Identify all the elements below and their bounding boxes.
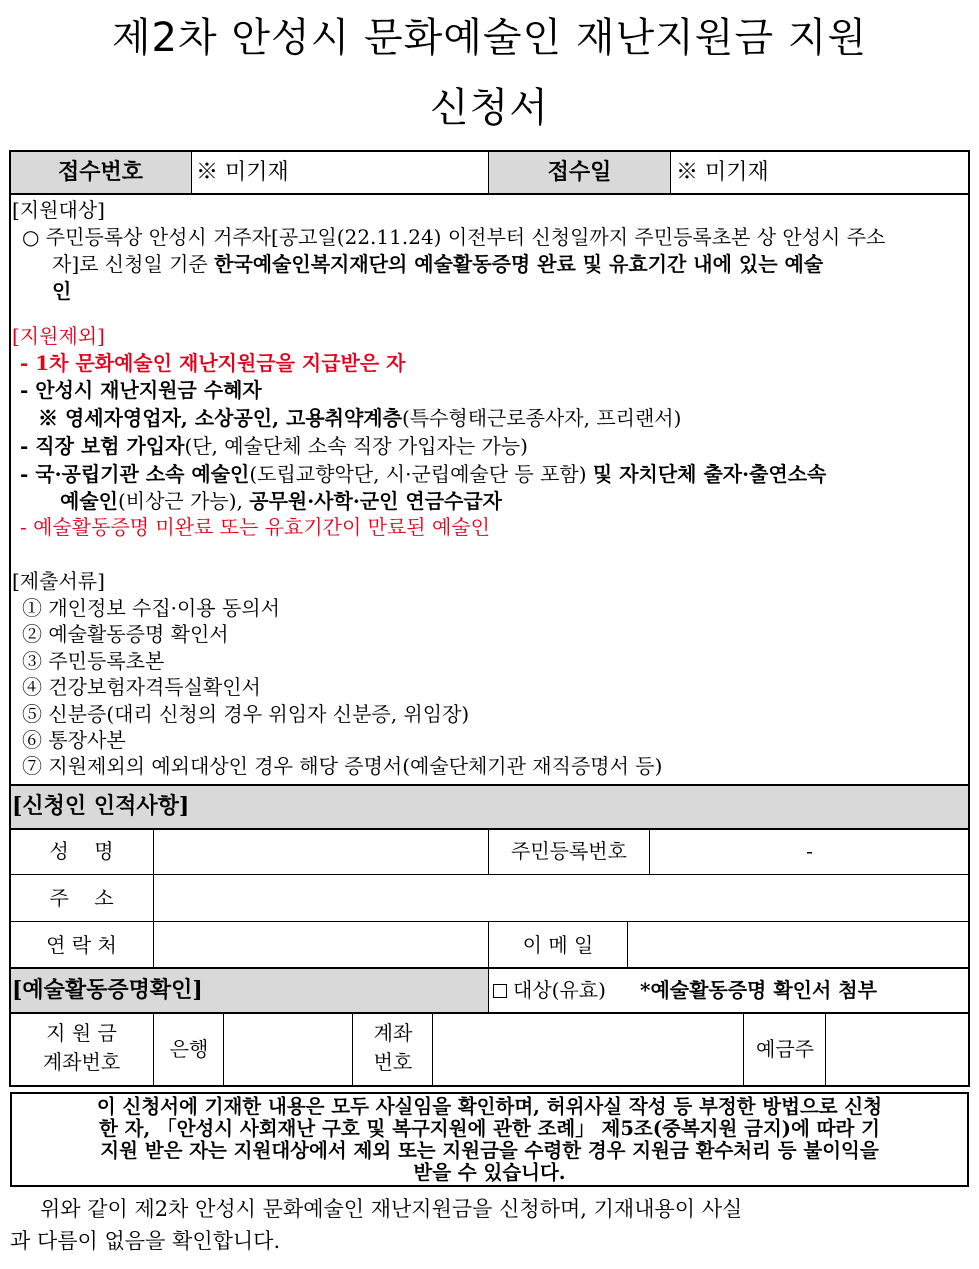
divider (153, 829, 154, 968)
document-item: ④ 건강보험자격득실확인서 (22, 675, 261, 699)
notice-line3: 지원 받은 자는 지원대상에서 제외 또는 지원금을 수령한 경우 지원금 환수처리 등 불이익을 (100, 1139, 879, 1162)
account-label-line1: 계좌 (373, 1021, 413, 1045)
form-title-line2: 신청서 (430, 85, 549, 131)
document-item: ⑥ 통장사본 (22, 728, 126, 752)
exclusion-item4: - 직장 보험 가입자(단, 예술단체 소속 직장 가입자는 가능) (20, 434, 528, 458)
exclusion-item7: - 예술활동증명 미완료 또는 유효기간이 만료된 예술인 (20, 515, 490, 539)
email-label: 이 메 일 (522, 933, 594, 957)
divider (10, 784, 969, 786)
bank-label-line1: 지 원 금 (46, 1021, 117, 1045)
art-cert-checkbox-label: 대상(유효) (513, 978, 606, 1002)
divider (825, 1013, 826, 1087)
exclusion-header: [지원제외] (12, 324, 105, 348)
bank-label-line2: 계좌번호 (42, 1050, 121, 1074)
eligibility-line3: 인 (52, 279, 72, 303)
address-label: 주 소 (49, 886, 114, 910)
document-item: ① 개인정보 수집·이용 동의서 (22, 596, 280, 620)
document-item: ⑤ 신분증(대리 신청의 경우 위임자 신분증, 위임장) (22, 702, 470, 726)
exclusion-item2: - 안성시 재난지원금 수혜자 (20, 378, 262, 402)
receipt-number-label: 접수번호 (57, 159, 143, 185)
account-holder-label: 예금주 (756, 1037, 814, 1061)
eligibility-header: [지원대상] (12, 198, 105, 222)
name-label: 성 명 (49, 839, 114, 863)
notice-line1: 이 신청서에 기재한 내용은 모두 사실임을 확인하며, 허위사실 작성 등 부정한 방법으로 신청 (96, 1095, 883, 1118)
art-cert-header: [예술활동증명확인] (12, 977, 203, 1003)
divider (743, 1013, 744, 1087)
divider (488, 829, 489, 875)
form-title-line1: 제2차 안성시 문화예술인 재난지원금 지원 (111, 15, 868, 61)
divider (488, 922, 489, 1013)
divider (153, 1013, 154, 1087)
art-cert-note: *예술활동증명 확인서 첨부 (640, 978, 877, 1002)
receipt-number-value: ※ 미기재 (196, 160, 289, 185)
eligibility-line2: 자]로 신청일 기준 한국예술인복지재단의 예술활동증명 완료 및 유효기간 내에 있는 예술 (52, 252, 824, 276)
divider (488, 151, 489, 194)
document-item: ② 예술활동증명 확인서 (22, 622, 229, 646)
divider (670, 151, 671, 194)
divider (10, 193, 969, 195)
divider (627, 922, 628, 968)
exclusion-item3: ※ 영세자영업자, 소상공인, 고용취약계층(특수형태근로종사자, 프리랜서) (38, 406, 682, 430)
documents-header: [제출서류] (12, 569, 105, 593)
applicant-header: [신청인 인적사항] (12, 793, 190, 819)
confirm-line2: 과 다름이 없음을 확인합니다. (10, 1229, 281, 1253)
notice-line2: 한 자, 「안성시 사회재난 구호 및 복구지원에 관한 조례」 제5조(중복지원 금지)에 따라 기 (99, 1117, 880, 1140)
account-label-line2: 번호 (373, 1050, 413, 1074)
contact-label: 연 락 처 (46, 933, 117, 957)
divider (649, 829, 650, 875)
receipt-date-label: 접수일 (547, 159, 612, 185)
divider (432, 1013, 433, 1087)
divider (223, 1013, 224, 1087)
bank-name-label: 은행 (169, 1037, 209, 1061)
rrn-dash: - (806, 839, 813, 863)
exclusion-item1: - 1차 문화예술인 재난지원금을 지급받은 자 (20, 351, 406, 375)
exclusion-item6: 예술인(비상근 가능), 공무원·사학·군인 연금수급자 (60, 489, 502, 513)
divider (191, 151, 192, 194)
notice-line4: 받을 수 있습니다. (413, 1161, 566, 1184)
exclusion-item5: - 국·공립기관 소속 예술인(도립교향악단, 시·군립예술단 등 포함) 및 자치단체 출자·출연소속 (20, 462, 827, 486)
confirm-line1: 위와 같이 제2차 안성시 문화예술인 재난지원금을 신청하며, 기재내용이 사실 (40, 1197, 743, 1221)
receipt-date-value: ※ 미기재 (676, 160, 769, 185)
document-item: ⑦ 지원제외의 예외대상인 경우 해당 증명서(예술단체기관 재직증명서 등) (22, 754, 663, 778)
eligibility-line1: ○ 주민등록상 안성시 거주자[공고일(22.11.24) 이전부터 신청일까지 주민등록초본 상 안성시 주소 (22, 225, 886, 249)
rrn-label: 주민등록번호 (511, 839, 627, 863)
document-item: ③ 주민등록초본 (22, 649, 165, 673)
divider (352, 1013, 353, 1087)
